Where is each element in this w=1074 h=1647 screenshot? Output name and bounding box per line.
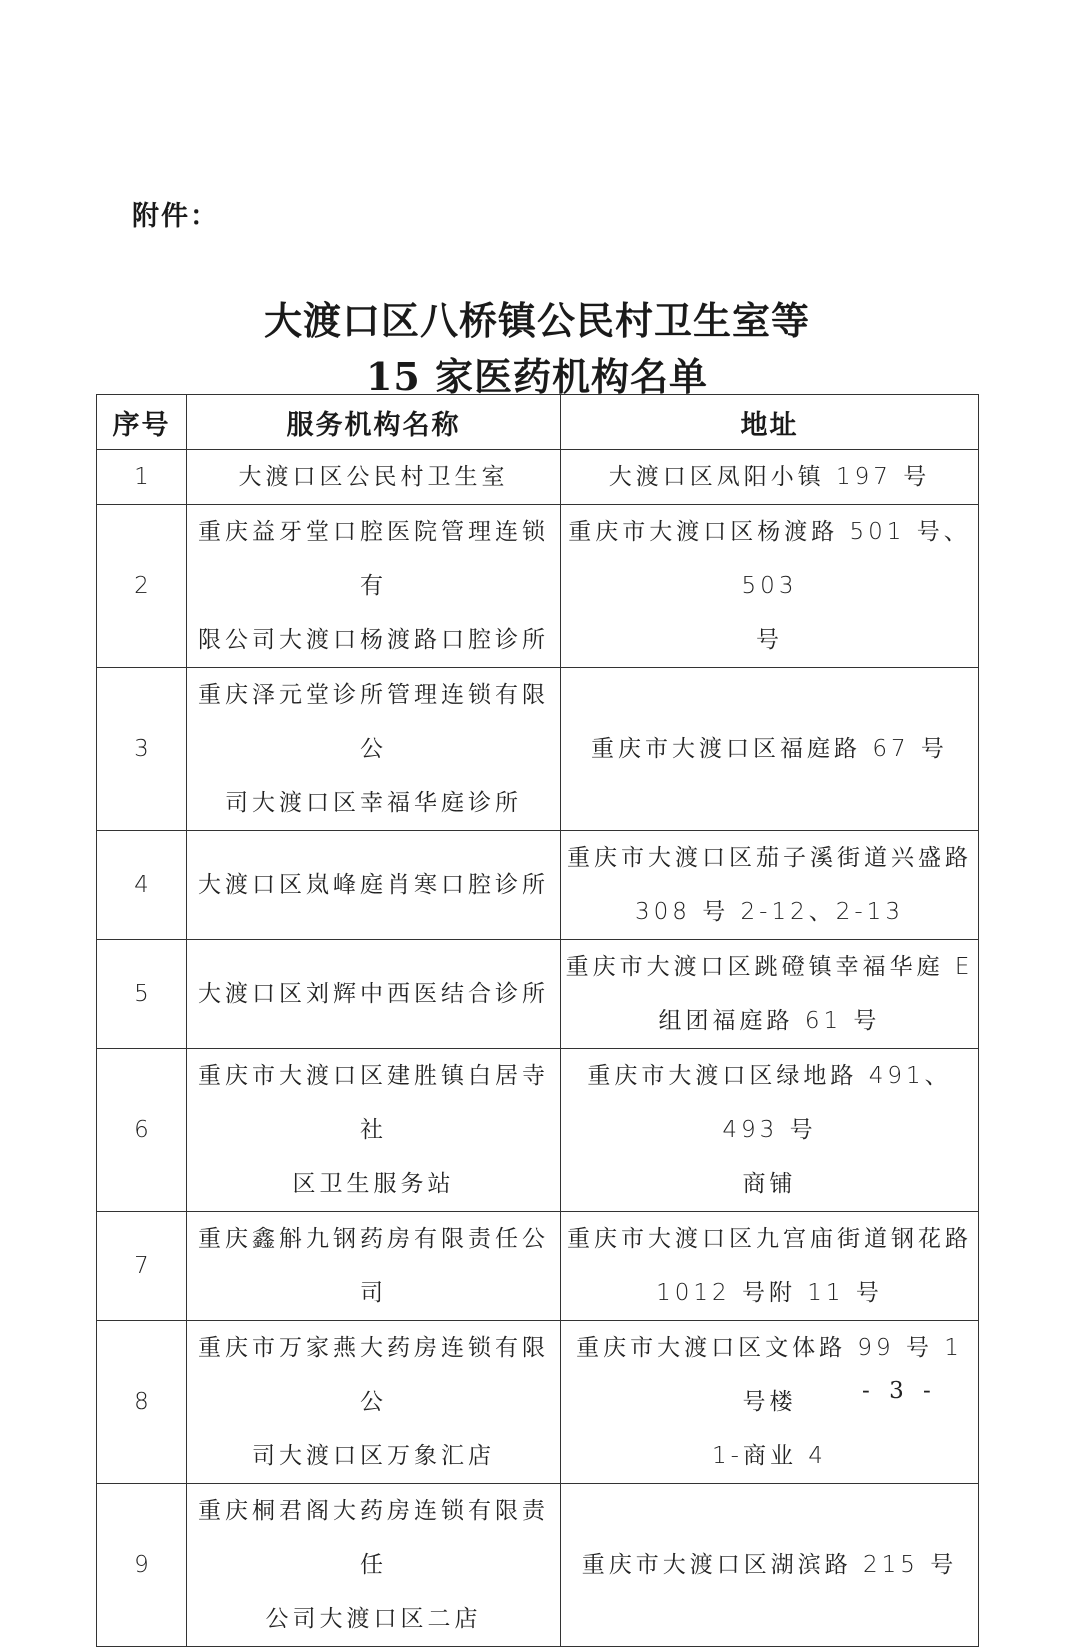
row-name [187, 1484, 561, 1647]
table-row [97, 1049, 979, 1212]
document-title-line-2: 15 家医药机构名单 [365, 354, 709, 399]
row-address-line: 重庆市大渡口区跳磴镇幸福华庭 E [565, 954, 974, 980]
page-number: - 3 - [862, 1378, 937, 1404]
row-name-line: 区卫生服务站 [292, 1171, 455, 1197]
header-address: 地址 [561, 395, 979, 450]
table-row [97, 940, 979, 1049]
row-address-line: 组团福庭路 61 号 [658, 1008, 881, 1034]
row-name [187, 505, 561, 668]
table-row [97, 668, 979, 831]
table-row [97, 1212, 979, 1321]
row-address [561, 1212, 979, 1321]
row-address [561, 505, 979, 668]
row-address [561, 1484, 979, 1647]
row-address-line: 号 [756, 627, 783, 653]
row-name-line: 重庆市万家燕大药房连锁有限公 [198, 1335, 549, 1415]
row-address-line: 重庆市大渡口区杨渡路 501 号、503 [568, 519, 971, 599]
row-address-line: 重庆市大渡口区文体路 99 号 1 号楼 [576, 1335, 963, 1415]
table-row [97, 831, 979, 940]
row-name-line: 大渡口区刘辉中西医结合诊所 [198, 981, 549, 1007]
row-address-line: 重庆市大渡口区茄子溪街道兴盛路 [567, 845, 972, 871]
table-row [97, 505, 979, 668]
row-address-line: 308 号 2-12、2-13 [635, 899, 904, 925]
row-index: 6 [97, 1049, 187, 1212]
row-index: 3 [97, 668, 187, 831]
row-address [561, 450, 979, 505]
row-index: 2 [97, 505, 187, 668]
row-name [187, 1321, 561, 1484]
row-name-line: 大渡口区岚峰庭肖寒口腔诊所 [198, 872, 549, 898]
row-name [187, 450, 561, 505]
row-address-line: 重庆市大渡口区湖滨路 215 号 [581, 1552, 958, 1578]
row-index: 9 [97, 1484, 187, 1647]
header-name: 服务机构名称 [187, 395, 561, 450]
row-name [187, 940, 561, 1049]
row-address-line: 重庆市大渡口区九宫庙街道钢花路 [567, 1226, 972, 1252]
row-name-line: 重庆泽元堂诊所管理连锁有限公 [198, 682, 549, 762]
table-row [97, 1321, 979, 1484]
row-name-line: 限公司大渡口杨渡路口腔诊所 [198, 627, 549, 653]
row-index: 7 [97, 1212, 187, 1321]
table-row [97, 1484, 979, 1647]
row-name [187, 668, 561, 831]
header-index: 序号 [97, 395, 187, 450]
row-name-line: 重庆市大渡口区建胜镇白居寺社 [198, 1063, 549, 1143]
institution-table [96, 394, 979, 1647]
row-index: 8 [97, 1321, 187, 1484]
row-name [187, 831, 561, 940]
table-row [97, 450, 979, 505]
row-name-line: 司大渡口区幸福华庭诊所 [225, 790, 522, 816]
attachment-label: 附件： [132, 201, 219, 232]
row-address [561, 668, 979, 831]
row-address [561, 940, 979, 1049]
row-address-line: 1012 号附 11 号 [656, 1280, 883, 1306]
row-address-line: 重庆市大渡口区绿地路 491、493 号 [587, 1063, 952, 1143]
row-name-line: 司大渡口区万象汇店 [252, 1443, 495, 1469]
table-header-row [97, 395, 979, 450]
table-body [97, 450, 979, 1647]
row-index: 1 [97, 450, 187, 505]
row-address [561, 1049, 979, 1212]
row-name-line: 重庆益牙堂口腔医院管理连锁有 [198, 519, 549, 599]
row-address-line: 大渡口区凤阳小镇 197 号 [608, 464, 931, 490]
row-name [187, 1049, 561, 1212]
row-address [561, 831, 979, 940]
row-name-line: 公司大渡口区二店 [265, 1606, 482, 1632]
row-name-line: 重庆桐君阁大药房连锁有限责任 [198, 1498, 549, 1578]
row-index: 5 [97, 940, 187, 1049]
row-address-line: 重庆市大渡口区福庭路 67 号 [591, 736, 948, 762]
row-address-line: 1-商业 4 [712, 1443, 827, 1469]
row-name [187, 1212, 561, 1321]
row-name-line: 大渡口区公民村卫生室 [238, 464, 509, 490]
row-index: 4 [97, 831, 187, 940]
row-name-line: 重庆鑫斛九钢药房有限责任公司 [198, 1226, 549, 1306]
row-address-line: 商铺 [742, 1171, 797, 1197]
document-title-line-1: 大渡口区八桥镇公民村卫生室等 [263, 298, 810, 343]
